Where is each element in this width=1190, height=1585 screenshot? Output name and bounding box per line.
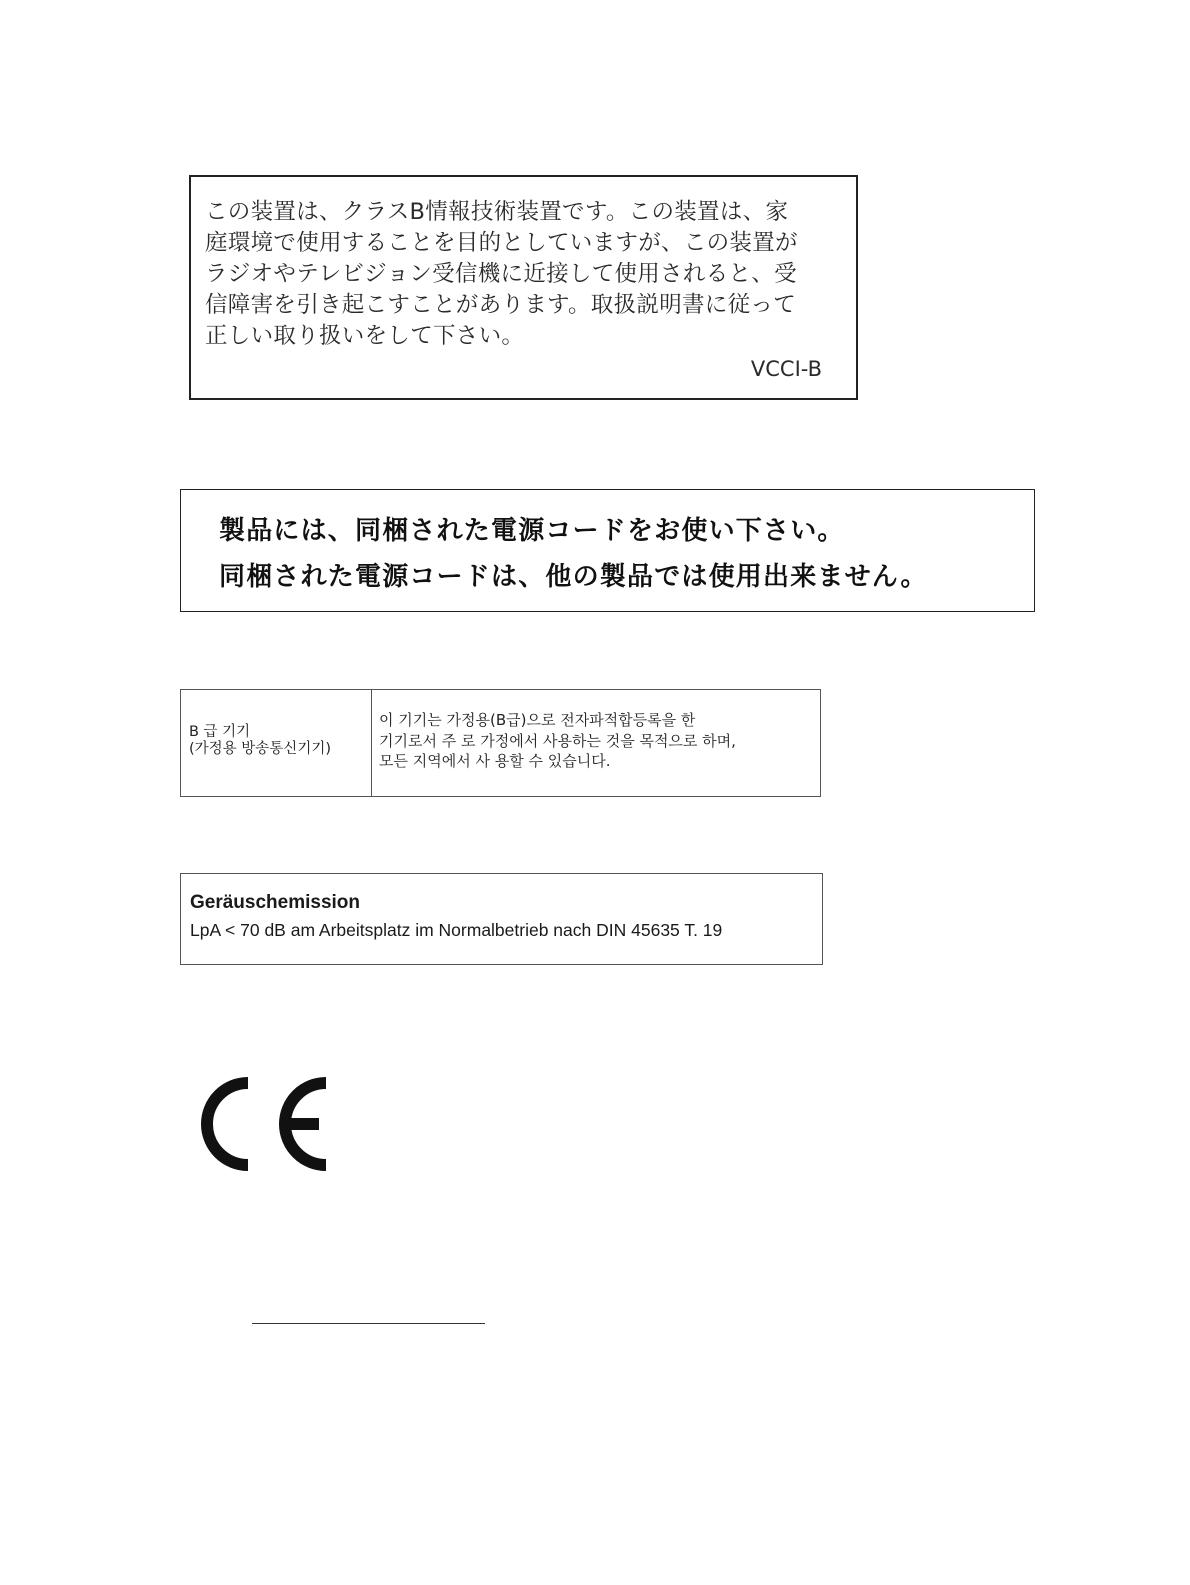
korea-class-label: B 급 기기 xyxy=(189,724,251,740)
korea-description-line: 기기로서 주 로 가정에서 사용하는 것을 목적으로 하며, xyxy=(379,731,736,750)
korea-class-cell xyxy=(181,690,372,796)
ce-mark-c-letter xyxy=(207,1083,248,1165)
ce-mark-svg xyxy=(195,1074,330,1174)
power-cord-notice-line: 製品には、同梱された電源コードをお使い下さい。 xyxy=(219,516,845,546)
korea-description-line: 모든 지역에서 사 용할 수 있습니다. xyxy=(379,752,611,770)
vcci-notice-line: 正しい取り扱いをして下さい。 xyxy=(205,323,525,349)
footnote-separator xyxy=(252,1323,485,1324)
vcci-notice-line: 庭環境で使用することを目的としていますが、この装置が xyxy=(205,230,798,256)
noise-emission-text: LpA < 70 dB am Arbeitsplatz im Normalbetrieb nach DIN 45635 T. 19 xyxy=(190,920,723,940)
noise-emission-title: Geräuschemission xyxy=(190,892,361,913)
power-cord-notice-box xyxy=(180,489,1035,612)
korea-description-line: 이 기기는 가정용(B급)으로 전자파적합등록을 한 xyxy=(379,711,696,729)
vcci-notice-line: この装置は、クラスB情報技術装置です。この装置は、家 xyxy=(205,199,789,225)
korea-class-label: (가정용 방송통신기기) xyxy=(189,741,331,757)
ce-mark-e-bar xyxy=(285,1118,319,1130)
korea-notice-table xyxy=(180,689,821,797)
vcci-notice-text xyxy=(205,197,840,352)
power-cord-notice-line: 同梱された電源コードは、他の製品では使用出来ません。 xyxy=(219,562,928,592)
vcci-notice-box xyxy=(189,175,858,400)
vcci-notice-line: ラジオやテレビジョン受信機に近接して使用されると、受 xyxy=(205,261,797,287)
ce-mark-icon xyxy=(195,1074,330,1174)
noise-emission-box xyxy=(180,873,823,965)
korea-description-cell xyxy=(372,690,820,796)
vcci-notice-line: 信障害を引き起こすことがあります。取扱説明書に従って xyxy=(205,292,797,318)
vcci-code-label: VCCI-B xyxy=(750,357,822,381)
